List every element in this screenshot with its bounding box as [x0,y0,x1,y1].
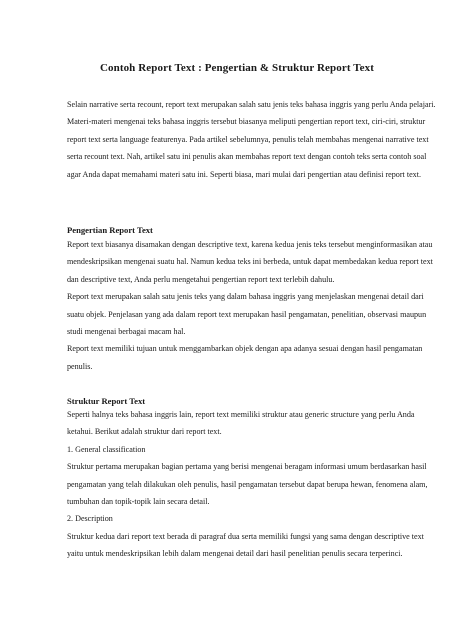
paragraph: Report text merupakan salah satu jenis teks yang dalam bahasa inggris yang menjelaskan mengenai detail dari suatu objek. Penjelasan yang ada dalam report text merupakan hasil pengamatan, penelitian, observasi maupun studi mengenai berbagai macam hal. [67,292,427,337]
intro-paragraph [67,96,437,183]
section-pengertian-body [67,236,437,375]
list-item-body: Struktur pertama merupakan bagian pertama yang berisi mengenai beragam informasi umum berdasarkan hasil pengamatan yang telah dilakukan oleh penulis, hasil pengamatan tersebut dapat berupa hewan, fenomena alam, tumbuhan dan topik-topik lain secara detail. [67,462,428,507]
paragraph: Seperti halnya teks bahasa inggris lain, report text memiliki struktur atau generic structure yang perlu Anda ketahui. Berikut adalah struktur dari report text. [67,410,415,437]
list-item-body: Struktur kedua dari report text berada di paragraf dua serta memiliki fungsi yang sama dengan descriptive text yaitu untuk mendeskripsikan lebih dalam mengenai detail dari hasil penelitian penulis secara terperinci. [67,531,424,559]
intro-text: Selain narrative serta recount, report text merupakan salah satu jenis teks bahasa inggris yang perlu Anda pelajari. Materi-materi mengenai teks bahasa inggris tersebut biasanya meliputi pengertian report text, ciri-ciri, struktur report text serta language featurenya. Pada artikel sebelumnya, penulis telah membahas mengenai narrative text serta recount text. Nah, artikel satu ini penulis akan membahas report text dengan contoh teks serta contoh soal agar Anda dapat memahami materi satu ini. Seperti biasa, mari mulai dari pengertian atau definisi report text. [67,100,436,179]
list-item-label: 1. General classification [67,444,146,454]
section-heading-pengertian: Pengertian Report Text [67,225,153,235]
list-item-label: 2. Description [67,514,113,524]
section-heading-struktur: Struktur Report Text [67,396,146,406]
document-title: Contoh Report Text : Pengertian & Struktur Report Text [99,62,375,74]
section-struktur-body [67,406,437,563]
paragraph: Report text biasanya disamakan dengan descriptive text, karena kedua jenis teks tersebut menginformasikan atau mendeskripsikan mengenai suatu hal. Namun kedua teks ini berbeda, untuk dapat membedakan kedua report text dan descriptive text, Anda perlu mengetahui pengertian report text terlebih dahulu. [67,240,433,284]
paragraph: Report text memiliki tujuan untuk menggambarkan objek dengan apa adanya sesuai dengan hasil pengamatan penulis. [67,344,423,371]
